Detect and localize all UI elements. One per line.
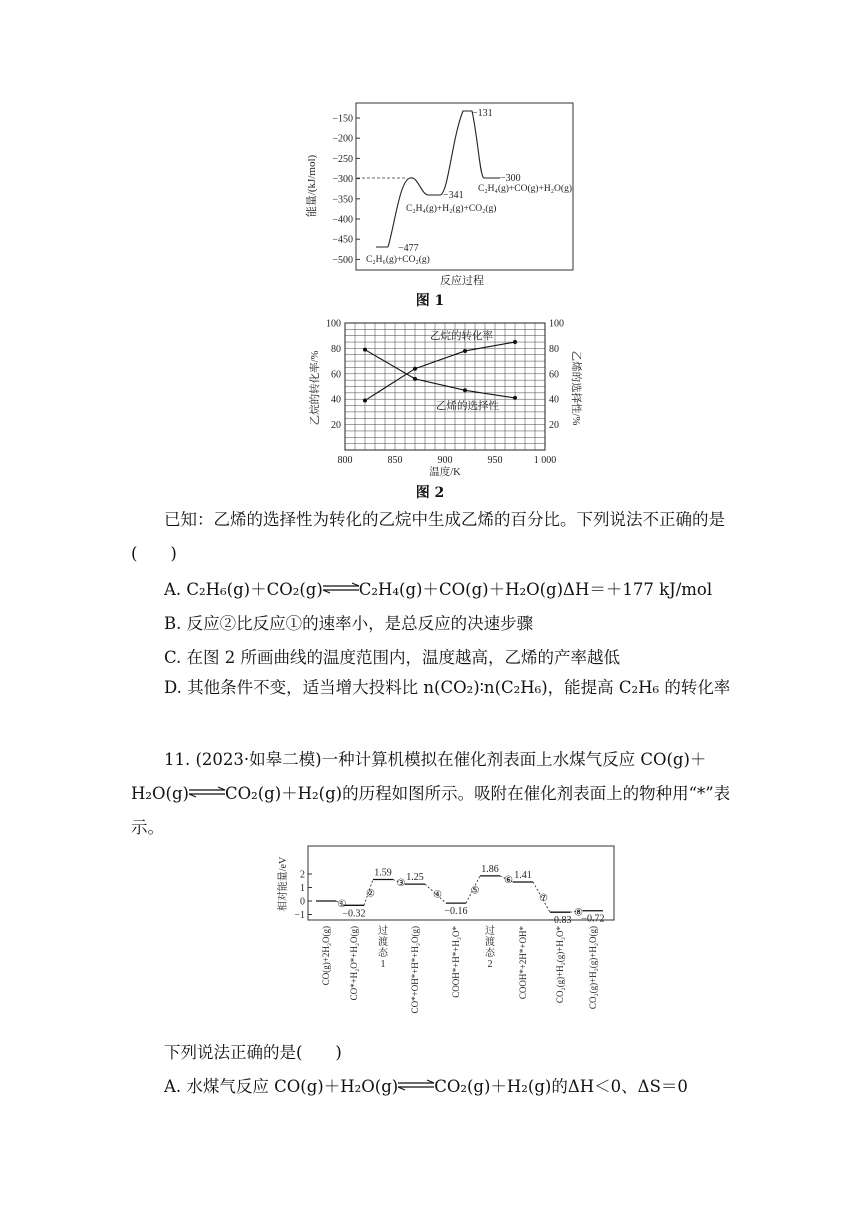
figure2-data-point <box>363 398 367 402</box>
equilibrium-arrow-icon <box>323 583 359 593</box>
figure1-tick-label: −500 <box>332 254 353 266</box>
figure1-tick-label: −200 <box>332 133 353 145</box>
figure2-ytick-label: 100 <box>326 318 341 330</box>
equilibrium-arrow-icon <box>189 787 225 797</box>
figure2-series-label: 乙烷的转化率 <box>430 331 493 342</box>
figure2-y2tick-label: 80 <box>549 343 559 355</box>
figure2-data-point <box>463 388 467 392</box>
figure2-y2label: 乙烯的选择性/% <box>570 350 581 426</box>
q11-stem-line2 <box>131 780 730 804</box>
figure3-state-label: 2 <box>487 959 493 970</box>
figure3-state-label: 渡 <box>485 937 495 948</box>
q11-reactant: H₂O(g) <box>131 784 189 803</box>
figure2-xtick-label: 800 <box>337 455 353 466</box>
figure3-step-label: ③ <box>396 877 406 889</box>
q10-stem: 已知：乙烯的选择性为转化的乙烷中生成乙烯的百分比。下列说法不正确的是( ) <box>131 510 725 563</box>
figure1-species-label: C₂H₄(g)+CO(g)+H₂O(g) <box>478 184 572 194</box>
figure3-state-label: 态 <box>378 948 388 959</box>
figure3-state-label: 渡 <box>378 937 388 948</box>
figure1-point-label: −300 <box>500 173 521 184</box>
figure2-line-chart <box>305 315 581 480</box>
figure2-y2tick-label: 40 <box>549 394 559 406</box>
figure3-y-ticks <box>294 870 312 922</box>
figure3-state-label: 态 <box>485 948 495 959</box>
figure3-step-label: ⑤ <box>470 885 480 897</box>
figure2-data-point <box>413 377 417 381</box>
figure3-step-label: ⑥ <box>504 874 513 886</box>
figure1-tick-label: −400 <box>332 214 353 226</box>
figure3-value-label: −0.32 <box>342 908 366 920</box>
figure2-series-line-1 <box>365 342 515 400</box>
figure1-caption: 图 1 <box>415 293 445 309</box>
figure1-point-label: −131 <box>472 108 493 119</box>
figure1-energy-diagram <box>300 98 580 288</box>
figure3-state-label: CO(g)+2H₂O(g) <box>321 926 331 986</box>
figure1-ylabel: 能量/(kJ/mol) <box>306 154 318 218</box>
q11-option-a-reactants: A. 水煤气反应 CO(g)＋H₂O(g) <box>164 1077 399 1096</box>
figure3-step-label: ① <box>337 899 347 911</box>
figure3-state-label: CO*+OH*+H*+H₂O(g) <box>410 926 420 1014</box>
figure2-data-point <box>463 349 467 353</box>
figure3-state-label: CO₂(g)+H₂(g)+H₂O* <box>555 926 565 1004</box>
figure1-tick-label: −250 <box>332 153 353 165</box>
figure1-species-label: C₂H₄(g)+H₂(g)+CO₂(g) <box>406 204 497 214</box>
figure2-caption: 图 2 <box>415 485 445 501</box>
figure3-state-labels <box>321 924 598 1013</box>
figure3-state-label: COOH*+2H*+OH* <box>518 926 528 1000</box>
figure3-tick-label: 0 <box>300 896 305 908</box>
figure3-value-label: −0.83 <box>548 915 572 927</box>
figure2-xtick-label: 950 <box>487 455 503 466</box>
figure3-state-label: 1 <box>380 959 386 970</box>
figure3-tick-label: 1 <box>300 883 305 894</box>
figure2-y2tick-label: 100 <box>549 318 564 330</box>
figure2-xlabel: 温度/K <box>429 467 461 478</box>
figure2-data-point <box>513 340 517 344</box>
figure3-state-label: CO₂(g)+H₂(g)+H₂O(g) <box>588 926 598 1010</box>
q11-stem-line1: 11. (2023·如皋二模)一种计算机模拟在催化剂表面上水煤气反应 CO(g)＋ <box>164 750 707 769</box>
q11-option-a-products: CO₂(g)＋H₂(g)的ΔH＜0、ΔS＝0 <box>434 1077 688 1096</box>
q10-option-a-products: C₂H₄(g)＋CO(g)＋H₂O(g)ΔH＝＋177 kJ/mol <box>358 580 713 599</box>
figure3-state-label: 过 <box>485 926 495 937</box>
figure1-tick-label: −300 <box>332 174 353 186</box>
figure3-energy-profile <box>268 842 628 1032</box>
figure1-point-label: −477 <box>398 243 419 254</box>
figure2-series <box>363 340 517 402</box>
q10-option-d: D. 其他条件不变，适当增大投料比 n(CO₂)∶n(C₂H₆)，能提高 C₂H₆ 的转化率 <box>164 678 731 697</box>
figure2-ylabel: 乙烷的转化率/% <box>310 350 321 426</box>
figure1-xlabel: 反应过程 <box>440 275 484 287</box>
figure3-ylabel: 相对能量/eV <box>278 856 289 912</box>
figure2-ytick-label: 60 <box>331 369 341 381</box>
figure3-value-label: 1.59 <box>374 867 392 879</box>
figure1-species-label: C₂H₆(g)+CO₂(g) <box>366 255 430 265</box>
q10-option-a <box>164 576 712 600</box>
figure2-data-point <box>363 348 367 352</box>
figure3-profile <box>316 864 605 926</box>
q10-option-a-reactants: A. C₂H₆(g)＋CO₂(g) <box>164 580 323 599</box>
figure3-step-label: ② <box>366 888 375 900</box>
figure1-point-label: −341 <box>443 190 464 201</box>
figure2-y2tick-label: 60 <box>549 369 559 381</box>
figure3-step-label: ⑧ <box>574 907 583 919</box>
q11-ask: 下列说法正确的是( ) <box>164 1043 342 1062</box>
figure3-value-label: 1.25 <box>406 872 424 884</box>
figure3-step-label: ④ <box>433 889 442 901</box>
figure3-value-label: −0.72 <box>581 913 605 925</box>
figure2-xtick-label: 900 <box>437 455 453 466</box>
figure3-state-label: COOH*+H*+H₂O* <box>451 926 461 998</box>
q11-stem-rest: CO₂(g)＋H₂(g)的历程如图所示。吸附在催化剂表面上的物种用“*”表 <box>224 784 731 803</box>
figure3-tick-label: 2 <box>300 869 305 881</box>
q11-stem-line3: 示。 <box>131 818 164 837</box>
q10-option-c: C. 在图 2 所画曲线的温度范围内，温度越高，乙烯的产率越低 <box>164 648 621 667</box>
figure1-tick-label: −150 <box>332 113 353 125</box>
figure2-series-label: 乙烯的选择性 <box>436 401 499 412</box>
figure2-data-point <box>413 367 417 371</box>
figure2-data-point <box>513 396 517 400</box>
equilibrium-arrow-icon <box>398 1080 434 1090</box>
figure1-tick-label: −350 <box>332 194 353 206</box>
figure3-value-label: 1.41 <box>514 869 532 881</box>
figure3-state-label: 过 <box>378 926 388 937</box>
figure2-ytick-label: 80 <box>331 343 341 355</box>
figure2-y2tick-label: 20 <box>549 420 559 432</box>
figure3-value-label: −0.16 <box>444 906 468 918</box>
figure2-xtick-label: 1 000 <box>533 455 557 466</box>
figure2-xtick-label: 850 <box>387 455 403 466</box>
q11-option-a <box>164 1073 688 1097</box>
figure3-value-label: 1.86 <box>481 863 499 875</box>
figure3-tick-label: −1 <box>294 910 305 921</box>
figure3-step-label: ⑦ <box>539 893 548 905</box>
figure1-tick-label: −450 <box>332 234 353 246</box>
figure2-ytick-label: 20 <box>331 420 341 432</box>
q10-option-b: B. 反应②比反应①的速率小，是总反应的决速步骤 <box>164 614 534 633</box>
figure3-state-label: CO*+H₂O*+H₂O(g) <box>349 926 359 1001</box>
figure2-ytick-label: 40 <box>331 394 341 406</box>
figure1-energy-curve <box>388 111 500 247</box>
